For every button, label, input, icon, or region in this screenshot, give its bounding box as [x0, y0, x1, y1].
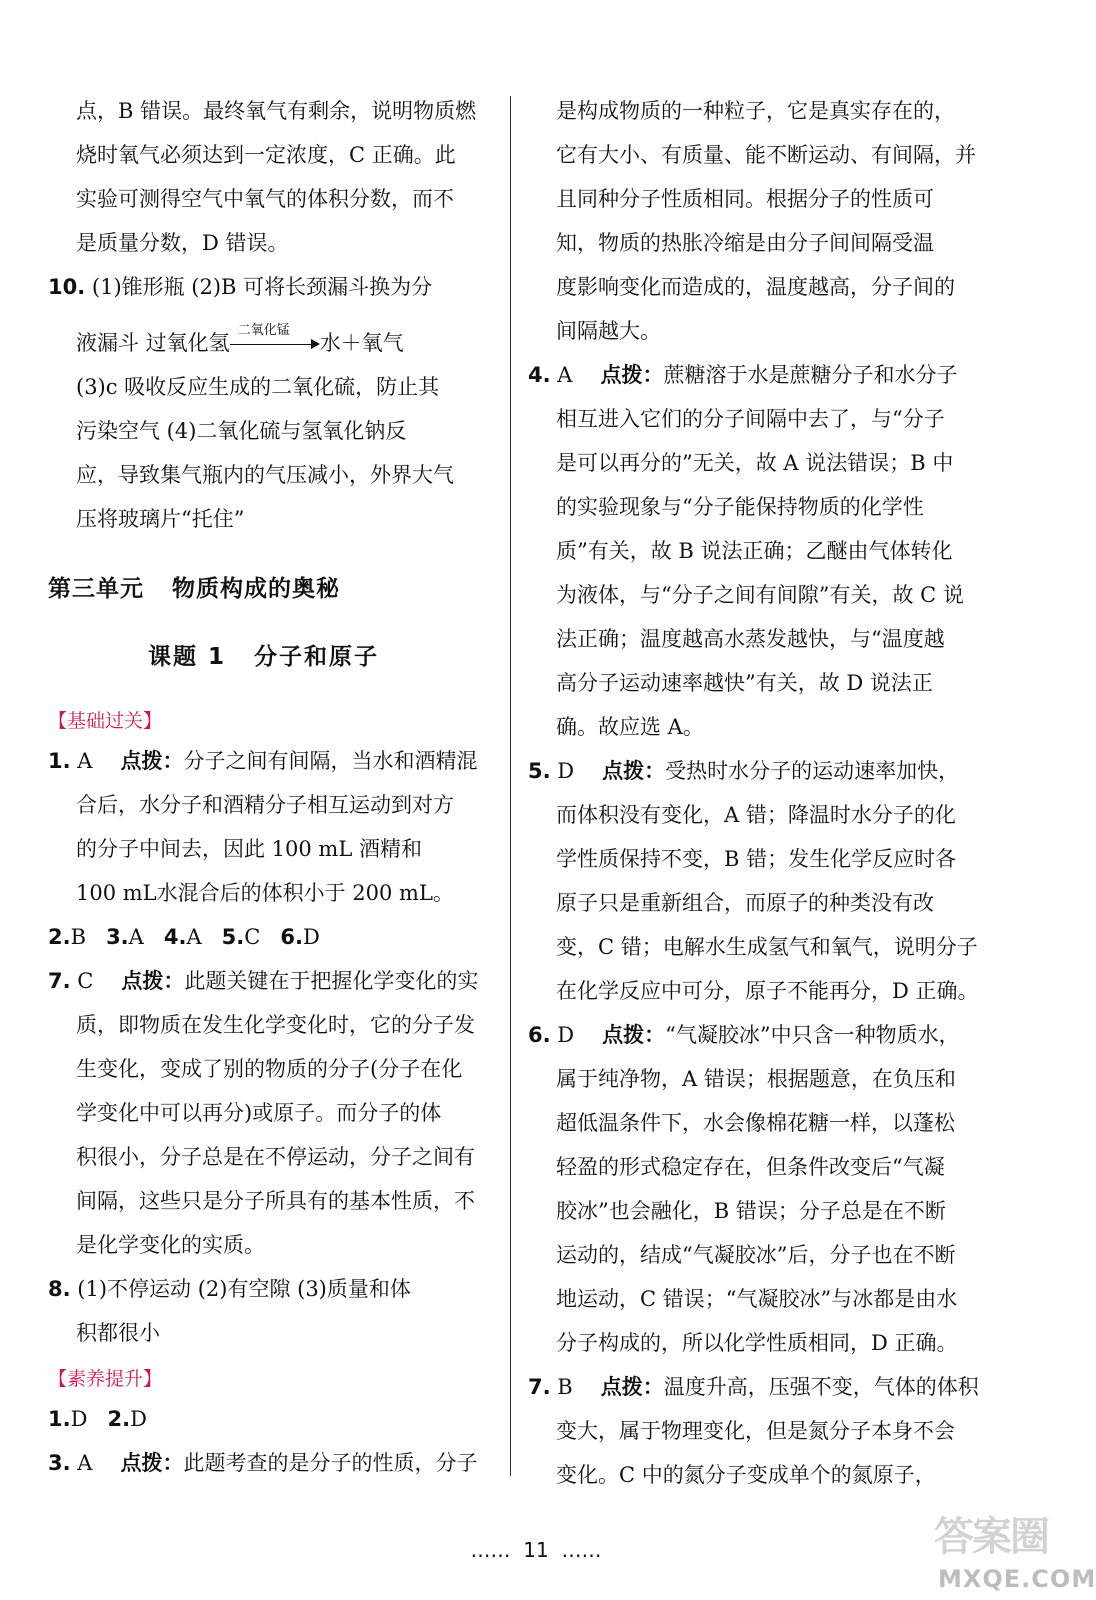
- page-dots-right: ……: [561, 1538, 602, 1562]
- text-line: 在化学反应中可分，原子不能再分，D 正确。: [556, 979, 979, 1003]
- text-line: 积都很小: [76, 1321, 160, 1345]
- answer-choice: A: [557, 363, 573, 387]
- answer-text: 此题考查的是分子的性质，分子: [183, 1451, 478, 1475]
- text-line: 是可以再分的”无关，故 A 说法错误；B 中: [556, 451, 954, 475]
- answer-text: 温度升高，压强不变，气体的体积: [663, 1375, 979, 1399]
- item-number: 2.: [48, 925, 71, 949]
- text-line: 原子只是重新组合，而原子的种类没有改: [556, 891, 934, 915]
- text-line: 间隔，这些只是分子所具有的基本性质，不: [76, 1189, 475, 1213]
- text-line: 法正确；温度越高水蒸发越快，与“温度越: [556, 627, 945, 651]
- item-number: 6.: [280, 925, 303, 949]
- hint-label: 点拨：: [602, 1023, 666, 1047]
- text-line: 为液体，与“分子之间有间隙”有关，故 C 说: [556, 583, 964, 607]
- answer-text: “气凝胶冰”中只含一种物质水，: [665, 1023, 960, 1047]
- answer-item-7: [48, 966, 478, 996]
- item-number: 2.: [107, 1407, 131, 1431]
- item-number: 10.: [48, 275, 86, 299]
- text-line: 它有大小、有质量、能不断运动、有间隔，并: [556, 143, 976, 167]
- text-line: 度影响变化而造成的，温度越高，分子间的: [556, 275, 955, 299]
- item-number: 1.: [48, 749, 71, 773]
- unit-number: 第三单元: [48, 576, 144, 602]
- section-tag-advanced: 【素养提升】: [48, 1368, 163, 1390]
- page-number: [0, 1538, 1072, 1562]
- text-line: 轻盈的形式稳定存在，但条件改变后“气凝: [556, 1155, 945, 1179]
- text-line: 变，C 错；电解水生成氢气和氧气，说明分子: [556, 935, 978, 959]
- answer-item-10: [48, 272, 432, 302]
- answer-choice: A: [186, 925, 202, 949]
- answer-choice: A: [77, 749, 93, 773]
- item-number: 6.: [528, 1023, 551, 1047]
- answer-item-4: [528, 360, 957, 390]
- hint-label: 点拨：: [600, 1375, 664, 1399]
- text-line: 分子构成的，所以化学性质相同，D 正确。: [556, 1331, 958, 1355]
- hint-label: 点拨：: [120, 1451, 184, 1475]
- text-line: 污染空气 (4)二氧化硫与氢氧化钠反: [76, 419, 407, 443]
- text-line: 变大，属于物理变化，但是氮分子本身不会: [556, 1419, 955, 1443]
- answer-choice: A: [77, 1451, 93, 1475]
- answer-items-2-6: [48, 922, 320, 952]
- text-line: 实验可测得空气中氧气的体积分数，而不: [76, 187, 454, 211]
- answer-choice: B: [70, 925, 87, 949]
- text-line: 100 mL水混合后的体积小于 200 mL。: [76, 881, 454, 905]
- answer-choice: D: [557, 1023, 575, 1047]
- item-number: 7.: [528, 1375, 551, 1399]
- equation-reactant: 液漏斗 过氧化氢: [76, 331, 230, 355]
- answer-item-5: [528, 756, 959, 786]
- item-number: 3.: [106, 925, 129, 949]
- text-line: 质，即物质在发生化学变化时，它的分子发: [76, 1013, 475, 1037]
- page-number-value: 11: [523, 1538, 549, 1562]
- answer-text: (1)锥形瓶 (2)B 可将长颈漏斗换为分: [91, 275, 433, 299]
- text-line: (3)c 吸收反应生成的二氧化硫，防止其: [76, 375, 440, 399]
- answer-choice: C: [77, 969, 94, 993]
- item-number: 8.: [48, 1277, 71, 1301]
- watermark-top-text: 答案圈: [934, 1514, 1048, 1560]
- text-line: 且同种分子性质相同。根据分子的性质可: [556, 187, 934, 211]
- text-line: 知，物质的热胀冷缩是由分子间间隔受温: [556, 231, 934, 255]
- answer-item-8: [48, 1274, 411, 1304]
- answer-item-7: [528, 1372, 979, 1402]
- answer-choice: A: [128, 925, 144, 949]
- answer-text: 受热时水分子的运动速率加快，: [665, 759, 960, 783]
- page-dots-left: ……: [470, 1538, 511, 1562]
- item-number: 3.: [48, 1451, 71, 1475]
- text-line: 而体积没有变化，A 错；降温时水分子的化: [556, 803, 956, 827]
- text-line: 相互进入它们的分子间隔中去了，与“分子: [556, 407, 945, 431]
- text-line: 的分子中间去，因此 100 mL 酒精和: [76, 837, 422, 861]
- hint-label: 点拨：: [120, 749, 184, 773]
- lesson-number: 课题 1: [148, 644, 227, 670]
- watermark-logo: [930, 1505, 1096, 1600]
- answer-item-adv-3: [48, 1448, 477, 1478]
- answer-choice: D: [130, 1407, 147, 1431]
- text-line: 点，B 错误。最终氧气有剩余，说明物质燃: [76, 99, 477, 123]
- text-line: 是化学变化的实质。: [76, 1233, 265, 1257]
- text-line: 确。故应选 A。: [556, 715, 704, 739]
- reaction-condition: 二氧化锰: [237, 323, 290, 338]
- item-number: 7.: [48, 969, 71, 993]
- answer-choice: D: [302, 925, 320, 949]
- item-number: 4.: [163, 925, 187, 949]
- answer-item-6: [528, 1020, 960, 1050]
- answer-text: 此题关键在于把握化学变化的实: [184, 969, 479, 993]
- hint-label: 点拨：: [121, 969, 185, 993]
- answer-choice: B: [557, 1375, 573, 1399]
- item-number: 1.: [48, 1407, 71, 1431]
- equation-line: [76, 323, 404, 358]
- text-line: 积很小，分子总是在不停运动，分子之间有: [76, 1145, 475, 1169]
- unit-title: [48, 570, 340, 603]
- hint-label: 点拨：: [600, 363, 664, 387]
- watermark-bottom-text: MXQE.COM: [938, 1565, 1096, 1593]
- text-line: 生变化，变成了别的物质的分子(分子在化: [76, 1057, 463, 1081]
- text-line: 压将玻璃片“托住”: [76, 507, 245, 531]
- answer-items-adv-1-2: [48, 1404, 147, 1434]
- answer-text: 分子之间有间隔，当水和酒精混: [183, 749, 478, 773]
- item-number: 5.: [221, 925, 245, 949]
- hint-label: 点拨：: [602, 759, 666, 783]
- lesson-name: 分子和原子: [254, 644, 380, 670]
- text-line: 是构成物质的一种粒子，它是真实存在的，: [556, 99, 955, 123]
- text-line: 学性质保持不变，B 错；发生化学反应时各: [556, 847, 957, 871]
- text-line: 合后，水分子和酒精分子相互运动到对方: [76, 793, 454, 817]
- lesson-title: [148, 638, 379, 671]
- text-line: 是质量分数，D 错误。: [76, 231, 289, 255]
- answer-choice: D: [70, 1407, 88, 1431]
- text-line: 烧时氧气必须达到一定浓度，C 正确。此: [76, 143, 456, 167]
- answer-choice: C: [244, 925, 261, 949]
- text-line: 运动的，结成“气凝胶冰”后，分子也在不断: [556, 1243, 956, 1267]
- section-tag-basic: 【基础过关】: [48, 710, 163, 732]
- text-line: 应，导致集气瓶内的气压减小，外界大气: [76, 463, 454, 487]
- text-line: 超低温条件下，水会像棉花糖一样，以蓬松: [556, 1111, 955, 1135]
- item-number: 5.: [528, 759, 551, 783]
- text-line: 属于纯净物，A 错误；根据题意，在负压和: [556, 1067, 956, 1091]
- answer-text: 蔗糖溶于水是蔗糖分子和水分子: [663, 363, 958, 387]
- text-line: 间隔越大。: [556, 319, 661, 343]
- answer-item-1: [48, 746, 477, 776]
- text-line: 的实验现象与“分子能保持物质的化学性: [556, 495, 924, 519]
- text-line: 质”有关，故 B 说法正确；乙醚由气体转化: [556, 539, 953, 563]
- text-line: 高分子运动速率越快”有关，故 D 说法正: [556, 671, 933, 695]
- item-number: 4.: [528, 363, 551, 387]
- unit-name: 物质构成的奥秘: [172, 576, 340, 602]
- text-line: 变化。C 中的氮分子变成单个的氮原子，: [556, 1463, 936, 1487]
- reaction-arrow: [230, 323, 320, 358]
- equation-products: 水＋氧气: [319, 331, 404, 355]
- answer-text: (1)不停运动 (2)有空隙 (3)质量和体: [77, 1277, 411, 1301]
- column-divider: [510, 96, 511, 1476]
- text-line: 地运动，C 错误；“气凝胶冰”与冰都是由水: [556, 1287, 958, 1311]
- text-line: 胶冰”也会融化，B 错误；分子总是在不断: [556, 1199, 946, 1223]
- text-line: 学变化中可以再分)或原子。而分子的体: [76, 1101, 442, 1125]
- answer-choice: D: [557, 759, 575, 783]
